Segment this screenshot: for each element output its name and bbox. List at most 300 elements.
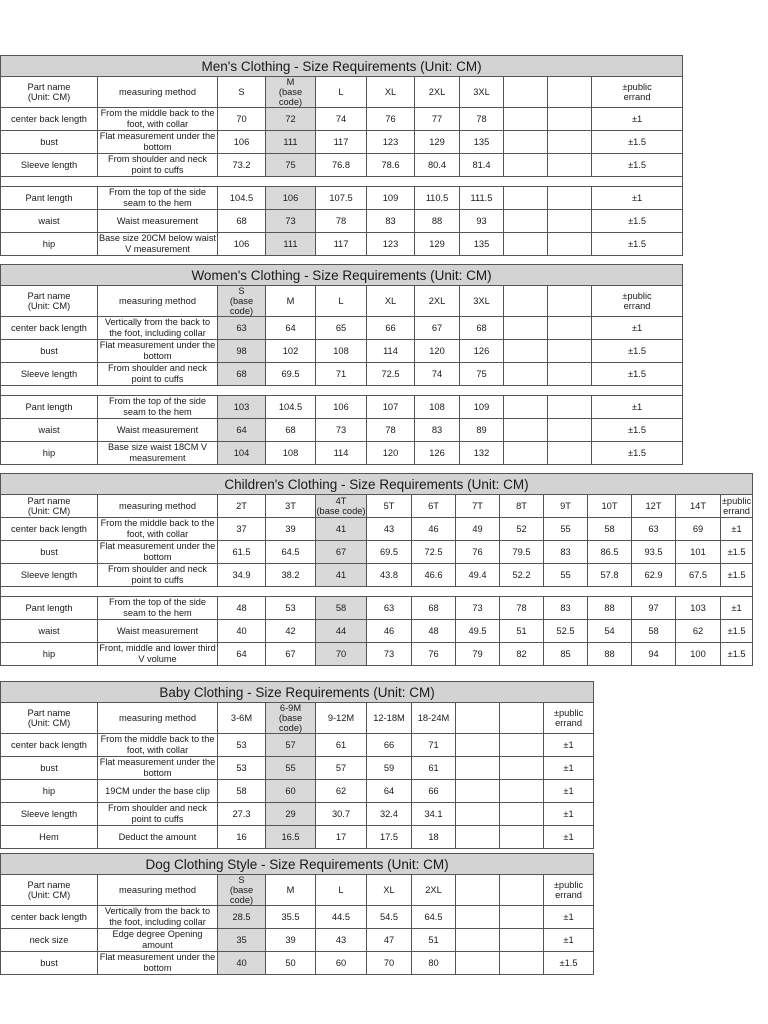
size-value-cell: 106: [218, 131, 266, 154]
size-value-cell: ±1: [544, 734, 594, 757]
size-value-cell: 37: [218, 518, 266, 541]
size-value-cell: 76: [456, 541, 500, 564]
size-value-cell: 61.5: [218, 541, 266, 564]
size-value-cell: 61: [316, 734, 367, 757]
women-size-table-block: [0, 264, 683, 465]
size-value-cell: 46: [367, 620, 412, 643]
size-value-cell: 100: [676, 643, 721, 666]
size-value-cell: 52.5: [544, 620, 588, 643]
size-value-cell: [500, 826, 544, 849]
table-row: [1, 597, 753, 620]
column-header: S (base code): [218, 875, 266, 906]
size-value-cell: ±1.5: [592, 340, 683, 363]
size-value-cell: 104: [218, 442, 266, 465]
measuring-method-cell: Flat measurement under the bottom: [98, 952, 218, 975]
size-value-cell: 86.5: [588, 541, 632, 564]
table-header-row: [1, 703, 594, 734]
measuring-method-cell: Waist measurement: [98, 210, 218, 233]
size-value-cell: 132: [460, 442, 504, 465]
size-value-cell: 47: [367, 929, 412, 952]
size-value-cell: 46.6: [412, 564, 456, 587]
size-value-cell: 78: [367, 419, 415, 442]
column-header: ±public errand: [544, 703, 594, 734]
size-value-cell: 78: [316, 210, 367, 233]
size-value-cell: 123: [367, 131, 415, 154]
size-value-cell: 60: [316, 952, 367, 975]
size-value-cell: 61: [412, 757, 456, 780]
measuring-method-cell: Waist measurement: [98, 419, 218, 442]
table-row: [1, 317, 683, 340]
size-value-cell: 39: [266, 929, 316, 952]
size-value-cell: 104.5: [218, 187, 266, 210]
part-name-cell: hip: [1, 780, 98, 803]
table-row: [1, 929, 594, 952]
size-value-cell: [504, 131, 548, 154]
measuring-method-cell: Vertically from the back to the foot, including collar: [98, 317, 218, 340]
part-name-cell: waist: [1, 620, 98, 643]
part-name-cell: hip: [1, 643, 98, 666]
size-value-cell: ±1: [592, 396, 683, 419]
measuring-method-cell: Flat measurement under the bottom: [98, 541, 218, 564]
size-value-cell: 68: [412, 597, 456, 620]
size-value-cell: 17: [316, 826, 367, 849]
part-name-cell: Hem: [1, 826, 98, 849]
size-value-cell: ±1.5: [592, 233, 683, 256]
measuring-method-cell: From shoulder and neck point to cuffs: [98, 154, 218, 177]
size-value-cell: [500, 906, 544, 929]
size-value-cell: 58: [632, 620, 676, 643]
size-value-cell: 93.5: [632, 541, 676, 564]
size-value-cell: 106: [266, 187, 316, 210]
dog-size-table: [0, 853, 594, 975]
group-spacer-row: [1, 177, 683, 187]
size-value-cell: 114: [367, 340, 415, 363]
part-name-cell: Sleeve length: [1, 564, 98, 587]
size-value-cell: 43: [367, 518, 412, 541]
column-header: 2XL: [412, 875, 456, 906]
size-value-cell: 48: [218, 597, 266, 620]
size-value-cell: 73.2: [218, 154, 266, 177]
measuring-method-cell: Edge degree Opening amount: [98, 929, 218, 952]
size-value-cell: 108: [415, 396, 460, 419]
size-value-cell: ±1: [544, 929, 594, 952]
size-value-cell: 53: [218, 734, 266, 757]
size-value-cell: 106: [218, 233, 266, 256]
table-title: Men's Clothing - Size Requirements (Unit: CM): [1, 56, 683, 77]
size-value-cell: 43.8: [367, 564, 412, 587]
column-header: Part name (Unit: CM): [1, 495, 98, 518]
size-value-cell: 73: [367, 643, 412, 666]
column-header: S (base code): [218, 286, 266, 317]
size-value-cell: 28.5: [218, 906, 266, 929]
table-row: [1, 363, 683, 386]
size-value-cell: [504, 233, 548, 256]
size-value-cell: 123: [367, 233, 415, 256]
size-value-cell: 49: [456, 518, 500, 541]
size-value-cell: [548, 210, 592, 233]
column-header: Part name (Unit: CM): [1, 77, 98, 108]
size-value-cell: ±1: [721, 597, 753, 620]
size-value-cell: 108: [266, 442, 316, 465]
size-value-cell: [548, 363, 592, 386]
size-value-cell: 17.5: [367, 826, 412, 849]
size-value-cell: 106: [316, 396, 367, 419]
part-name-cell: center back length: [1, 317, 98, 340]
table-row: [1, 187, 683, 210]
size-value-cell: 78: [460, 108, 504, 131]
size-value-cell: [504, 363, 548, 386]
size-value-cell: [456, 757, 500, 780]
baby-size-table: [0, 681, 594, 849]
size-value-cell: 94: [632, 643, 676, 666]
part-name-cell: center back length: [1, 734, 98, 757]
column-header: 6-9M (base code): [266, 703, 316, 734]
size-value-cell: 34.1: [412, 803, 456, 826]
size-value-cell: [500, 952, 544, 975]
table-row: [1, 564, 753, 587]
column-header: 3T: [266, 495, 316, 518]
part-name-cell: hip: [1, 442, 98, 465]
size-value-cell: [456, 826, 500, 849]
size-value-cell: 62: [676, 620, 721, 643]
size-value-cell: 89: [460, 419, 504, 442]
column-header: L: [316, 77, 367, 108]
women-size-table: [0, 264, 683, 465]
column-header: 3-6M: [218, 703, 266, 734]
size-value-cell: [504, 154, 548, 177]
size-value-cell: 58: [588, 518, 632, 541]
column-header: S: [218, 77, 266, 108]
part-name-cell: hip: [1, 233, 98, 256]
table-title-row: [1, 265, 683, 286]
size-value-cell: 114: [316, 442, 367, 465]
size-value-cell: 64.5: [266, 541, 316, 564]
part-name-cell: center back length: [1, 518, 98, 541]
size-value-cell: ±1.5: [721, 541, 753, 564]
size-value-cell: ±1: [592, 108, 683, 131]
column-header: 18-24M: [412, 703, 456, 734]
size-value-cell: 135: [460, 233, 504, 256]
measuring-method-cell: From shoulder and neck point to cuffs: [98, 363, 218, 386]
measuring-method-cell: From the top of the side seam to the hem: [98, 597, 218, 620]
size-value-cell: ±1.5: [592, 363, 683, 386]
size-value-cell: 62.9: [632, 564, 676, 587]
size-value-cell: 49.5: [456, 620, 500, 643]
measuring-method-cell: From the middle back to the foot, with collar: [98, 734, 218, 757]
baby-size-table-block: [0, 681, 594, 849]
table-title: Children's Clothing - Size Requirements (Unit: CM): [1, 474, 753, 495]
size-value-cell: 69.5: [367, 541, 412, 564]
size-value-cell: ±1: [544, 803, 594, 826]
size-value-cell: 74: [316, 108, 367, 131]
measuring-method-cell: From the top of the side seam to the hem: [98, 396, 218, 419]
column-header: ±public errand: [592, 77, 683, 108]
size-value-cell: 42: [266, 620, 316, 643]
size-value-cell: 73: [316, 419, 367, 442]
size-value-cell: 93: [460, 210, 504, 233]
column-header: M: [266, 875, 316, 906]
size-value-cell: 75: [266, 154, 316, 177]
size-value-cell: 57: [316, 757, 367, 780]
size-value-cell: [500, 780, 544, 803]
part-name-cell: bust: [1, 757, 98, 780]
size-value-cell: [548, 154, 592, 177]
size-value-cell: 63: [632, 518, 676, 541]
column-header: 5T: [367, 495, 412, 518]
part-name-cell: Pant length: [1, 597, 98, 620]
size-value-cell: ±1: [721, 518, 753, 541]
size-value-cell: 57: [266, 734, 316, 757]
size-value-cell: 97: [632, 597, 676, 620]
size-value-cell: 72: [266, 108, 316, 131]
size-value-cell: 59: [367, 757, 412, 780]
part-name-cell: waist: [1, 210, 98, 233]
size-value-cell: 55: [544, 518, 588, 541]
part-name-cell: center back length: [1, 906, 98, 929]
part-name-cell: center back length: [1, 108, 98, 131]
size-value-cell: 83: [544, 541, 588, 564]
table-title: Baby Clothing - Size Requirements (Unit: CM): [1, 682, 594, 703]
size-value-cell: 51: [412, 929, 456, 952]
column-header: ±public errand: [721, 496, 752, 516]
size-value-cell: [500, 929, 544, 952]
size-value-cell: 40: [218, 952, 266, 975]
size-value-cell: [548, 396, 592, 419]
size-value-cell: [548, 340, 592, 363]
size-value-cell: ±1: [544, 757, 594, 780]
group-spacer-row: [1, 386, 683, 396]
size-value-cell: 34.9: [218, 564, 266, 587]
column-header: L: [316, 286, 367, 317]
column-header: 4T (base code): [316, 496, 366, 516]
size-value-cell: 68: [266, 419, 316, 442]
size-value-cell: 16: [218, 826, 266, 849]
size-value-cell: 83: [544, 597, 588, 620]
size-value-cell: ±1: [592, 317, 683, 340]
size-value-cell: ±1.5: [544, 952, 594, 975]
size-value-cell: 70: [367, 952, 412, 975]
size-value-cell: 68: [218, 210, 266, 233]
size-value-cell: 111.5: [460, 187, 504, 210]
size-value-cell: 58: [218, 780, 266, 803]
table-title-row: [1, 682, 594, 703]
size-value-cell: 103: [218, 396, 266, 419]
table-header-row: [1, 495, 753, 518]
size-value-cell: [504, 210, 548, 233]
size-value-cell: 60: [266, 780, 316, 803]
children-size-table: [0, 473, 753, 666]
column-header: [548, 286, 592, 317]
size-value-cell: 52: [500, 518, 544, 541]
men-size-table: [0, 55, 683, 256]
size-value-cell: 126: [415, 442, 460, 465]
part-name-cell: Pant length: [1, 187, 98, 210]
measuring-method-cell: From shoulder and neck point to cuffs: [98, 564, 218, 587]
size-value-cell: 80: [412, 952, 456, 975]
measuring-method-cell: Flat measurement under the bottom: [98, 131, 218, 154]
size-value-cell: 83: [415, 419, 460, 442]
size-value-cell: 53: [218, 757, 266, 780]
size-value-cell: ±1.5: [592, 210, 683, 233]
size-value-cell: 18: [412, 826, 456, 849]
size-value-cell: [504, 396, 548, 419]
table-row: [1, 396, 683, 419]
size-value-cell: 49.4: [456, 564, 500, 587]
men-size-table-block: [0, 55, 683, 256]
size-value-cell: 78: [500, 597, 544, 620]
size-value-cell: 88: [415, 210, 460, 233]
measuring-method-cell: Flat measurement under the bottom: [98, 757, 218, 780]
spacer-cell: [1, 177, 683, 187]
measuring-method-cell: Waist measurement: [98, 620, 218, 643]
measuring-method-cell: From the top of the side seam to the hem: [98, 187, 218, 210]
size-value-cell: 85: [544, 643, 588, 666]
measuring-method-cell: Base size 20CM below waist V measurement: [99, 233, 216, 254]
column-header: 2XL: [415, 77, 460, 108]
size-value-cell: 107.5: [316, 187, 367, 210]
column-header: XL: [367, 77, 415, 108]
size-value-cell: 88: [588, 597, 632, 620]
measuring-method-cell: From the middle back to the foot, with collar: [98, 108, 218, 131]
column-header: [500, 875, 544, 906]
size-value-cell: 72.5: [367, 363, 415, 386]
size-value-cell: 27.3: [218, 803, 266, 826]
size-value-cell: 82: [500, 643, 544, 666]
size-value-cell: 39: [266, 518, 316, 541]
table-row: [1, 734, 594, 757]
size-value-cell: 67: [415, 317, 460, 340]
column-header: 8T: [500, 495, 544, 518]
size-value-cell: 70: [218, 108, 266, 131]
size-value-cell: [504, 442, 548, 465]
size-value-cell: ±1.5: [592, 442, 683, 465]
column-header: 7T: [456, 495, 500, 518]
size-value-cell: 58: [316, 597, 367, 620]
size-value-cell: [456, 803, 500, 826]
size-value-cell: 117: [316, 131, 367, 154]
table-header-row: [1, 286, 683, 317]
size-value-cell: [504, 340, 548, 363]
size-value-cell: 110.5: [415, 187, 460, 210]
size-value-cell: [504, 187, 548, 210]
size-value-cell: 54.5: [367, 906, 412, 929]
size-value-cell: 41: [316, 518, 367, 541]
size-value-cell: 76: [412, 643, 456, 666]
measuring-method-cell: Front, middle and lower third V volume: [99, 643, 216, 664]
size-value-cell: 79: [456, 643, 500, 666]
table-row: [1, 131, 683, 154]
size-value-cell: ±1: [592, 187, 683, 210]
measuring-method-cell: Flat measurement under the bottom: [98, 340, 218, 363]
size-value-cell: 108: [316, 340, 367, 363]
table-row: [1, 108, 683, 131]
group-spacer-row: [1, 587, 753, 597]
table-header-row: [1, 77, 683, 108]
size-value-cell: [500, 734, 544, 757]
part-name-cell: Pant length: [1, 396, 98, 419]
size-value-cell: [504, 317, 548, 340]
column-header: 12T: [632, 495, 676, 518]
part-name-cell: Sleeve length: [1, 803, 98, 826]
size-value-cell: [456, 734, 500, 757]
measuring-method-cell: From the middle back to the foot, with collar: [98, 518, 218, 541]
column-header: measuring method: [98, 77, 218, 108]
column-header: Part name (Unit: CM): [1, 875, 98, 906]
size-value-cell: 67: [316, 541, 367, 564]
measuring-method-cell: Base size waist 18CM V measurement: [98, 442, 218, 465]
size-value-cell: [456, 906, 500, 929]
children-size-table-block: [0, 473, 753, 666]
column-header: Part name (Unit: CM): [1, 703, 98, 734]
part-name-cell: neck size: [1, 929, 98, 952]
column-header: 2XL: [415, 286, 460, 317]
size-value-cell: 64: [218, 419, 266, 442]
part-name-cell: Sleeve length: [1, 154, 98, 177]
size-value-cell: 16.5: [266, 826, 316, 849]
column-header: 9-12M: [316, 703, 367, 734]
size-value-cell: 111: [266, 131, 316, 154]
table-header-row: [1, 875, 594, 906]
size-value-cell: [548, 317, 592, 340]
size-value-cell: 71: [316, 363, 367, 386]
size-value-cell: 67: [266, 643, 316, 666]
measuring-method-cell: From shoulder and neck point to cuffs: [98, 803, 218, 826]
column-header: XL: [367, 875, 412, 906]
column-header: 9T: [544, 495, 588, 518]
column-header: [548, 77, 592, 108]
column-header: XL: [367, 286, 415, 317]
size-value-cell: ±1.5: [592, 419, 683, 442]
measuring-method-cell: 19CM under the base clip: [98, 780, 218, 803]
size-value-cell: ±1: [544, 780, 594, 803]
size-value-cell: 64: [218, 643, 266, 666]
size-value-cell: 120: [415, 340, 460, 363]
size-value-cell: 73: [456, 597, 500, 620]
table-row: [1, 518, 753, 541]
column-header: [456, 875, 500, 906]
size-value-cell: 62: [316, 780, 367, 803]
size-value-cell: 64: [266, 317, 316, 340]
column-header: [504, 77, 548, 108]
column-header: 10T: [588, 495, 632, 518]
size-value-cell: 55: [266, 757, 316, 780]
column-header: Part name (Unit: CM): [1, 286, 98, 317]
size-value-cell: 68: [460, 317, 504, 340]
column-header: measuring method: [98, 286, 218, 317]
column-header: 2T: [218, 495, 266, 518]
column-header: measuring method: [98, 495, 218, 518]
size-value-cell: 71: [412, 734, 456, 757]
size-value-cell: 55: [544, 564, 588, 587]
table-row: [1, 541, 753, 564]
size-value-cell: 66: [412, 780, 456, 803]
size-value-cell: 75: [460, 363, 504, 386]
size-value-cell: 35: [218, 929, 266, 952]
size-value-cell: [548, 108, 592, 131]
size-value-cell: 57.8: [588, 564, 632, 587]
size-value-cell: [456, 929, 500, 952]
column-header: M: [266, 286, 316, 317]
size-value-cell: 46: [412, 518, 456, 541]
size-value-cell: 29: [266, 803, 316, 826]
table-row: [1, 803, 594, 826]
size-value-cell: 101: [676, 541, 721, 564]
table-title: Dog Clothing Style - Size Requirements (Unit: CM): [1, 854, 594, 875]
size-value-cell: 38.2: [266, 564, 316, 587]
size-value-cell: 102: [266, 340, 316, 363]
size-value-cell: [548, 442, 592, 465]
size-value-cell: 76: [367, 108, 415, 131]
